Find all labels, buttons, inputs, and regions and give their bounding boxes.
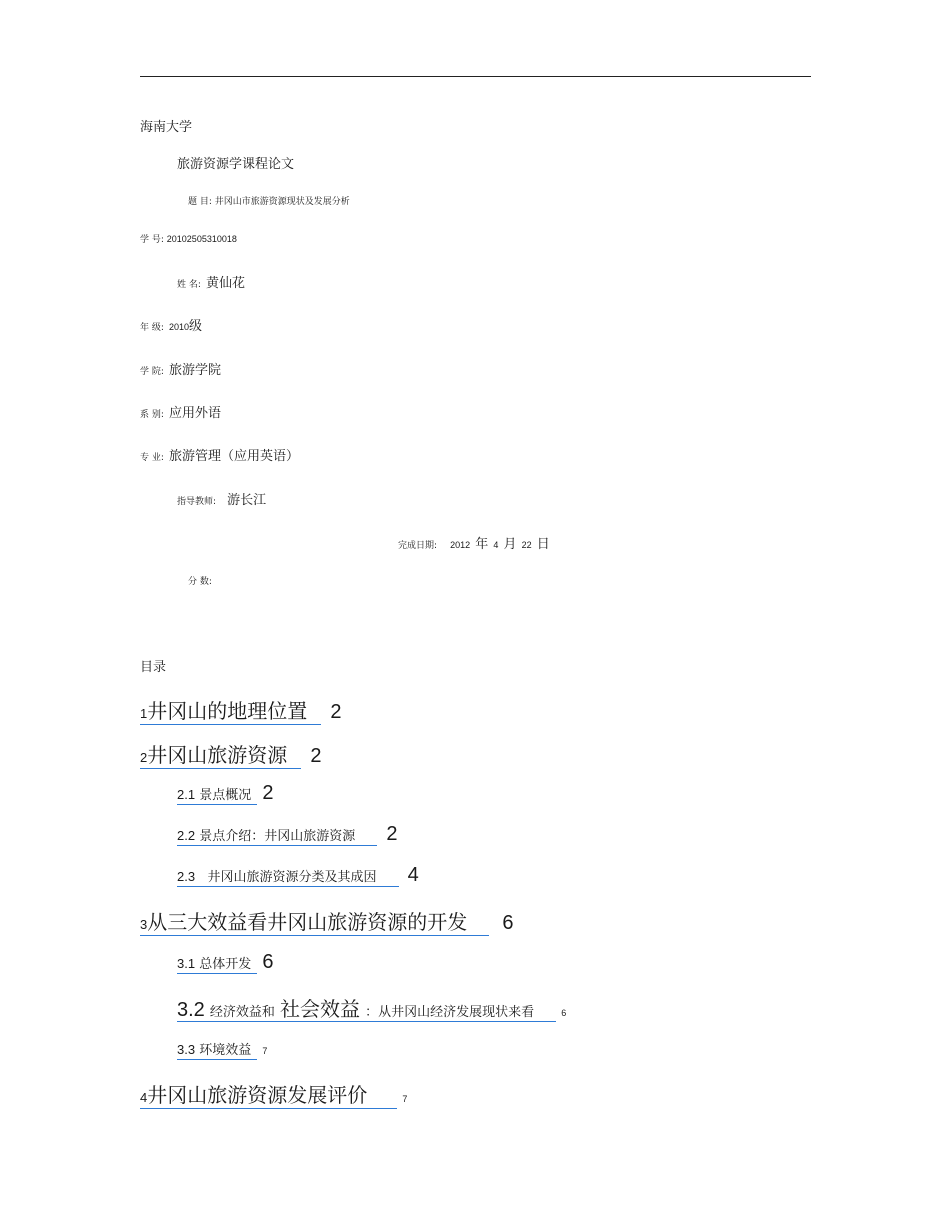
completion-day-unit: 日 — [536, 537, 550, 552]
completion-year-unit: 年 — [475, 537, 489, 552]
major-label: 专 业: — [140, 453, 164, 463]
toc-link-2[interactable]: 2井冈山旅游资源 — [140, 743, 301, 769]
toc-item-3[interactable] — [140, 906, 513, 935]
toc-item-2[interactable] — [140, 739, 321, 768]
student-id-line — [140, 232, 237, 245]
university-name: 海南大学 — [140, 120, 193, 135]
toc-page-4: 7 — [402, 1094, 408, 1104]
completion-month: 4 — [493, 540, 499, 550]
college-label: 学 院: — [140, 367, 164, 377]
toc-page-3-1: 6 — [262, 951, 274, 973]
college-value: 旅游学院 — [169, 363, 222, 378]
advisor-line — [177, 489, 266, 508]
toc-item-2-2[interactable] — [177, 823, 397, 846]
topic-label: 题 目: — [188, 197, 212, 207]
toc-item-2-1[interactable] — [177, 782, 273, 805]
toc-link-3-1[interactable]: 3.1 总体开发 — [177, 957, 257, 974]
topic-value: 井冈山市旅游资源现状及发展分析 — [214, 197, 350, 207]
advisor-label: 指导教师: — [177, 497, 217, 507]
completion-label: 完成日期: — [398, 541, 438, 551]
toc-item-1[interactable] — [140, 695, 341, 724]
completion-year: 2012 — [450, 540, 471, 550]
college-line — [140, 359, 221, 378]
toc-page-2: 2 — [310, 745, 322, 767]
toc-item-3-3[interactable] — [177, 1039, 267, 1058]
toc-page-3: 6 — [502, 912, 514, 934]
topic-line — [188, 194, 350, 207]
toc-item-3-1[interactable] — [177, 951, 273, 974]
toc-page-3-3: 7 — [262, 1046, 268, 1056]
toc-link-3[interactable]: 3从三大效益看井冈山旅游资源的开发 — [140, 910, 489, 936]
advisor-value: 游长江 — [227, 493, 267, 508]
toc-link-4[interactable]: 4井冈山旅游资源发展评价 — [140, 1083, 397, 1109]
grade-label: 年 级: — [140, 323, 164, 333]
toc-link-2-2[interactable]: 2.2 景点介绍：井冈山旅游资源 — [177, 829, 377, 846]
course-title: 旅游资源学课程论文 — [177, 157, 295, 172]
toc-heading: 目录 — [140, 660, 167, 675]
completion-month-unit: 月 — [503, 537, 517, 552]
header-rule — [140, 76, 811, 77]
name-label: 姓 名: — [177, 280, 201, 290]
name-line — [177, 272, 245, 291]
toc-item-3-2[interactable] — [177, 993, 566, 1022]
major-value: 旅游管理（应用英语） — [169, 449, 300, 464]
completion-day: 22 — [521, 540, 532, 550]
toc-page-2-2: 2 — [386, 823, 398, 845]
toc-page-2-3: 4 — [407, 864, 419, 886]
grade-suffix: 级 — [189, 319, 203, 334]
toc-link-3-3[interactable]: 3.3 环境效益 — [177, 1043, 257, 1060]
department-label: 系 别: — [140, 410, 164, 420]
department-line — [140, 402, 221, 421]
grade-line — [140, 315, 202, 334]
toc-link-3-2[interactable]: 3.2 经济效益和 社会效益 ：从井冈山经济发展现状来看 — [177, 1001, 556, 1022]
name-value: 黄仙花 — [206, 276, 246, 291]
toc-link-2-3[interactable]: 2.3 井冈山旅游资源分类及其成因 — [177, 870, 399, 887]
toc-page-3-2: 6 — [561, 1008, 567, 1018]
toc-item-2-3[interactable] — [177, 864, 419, 887]
toc-page-2-1: 2 — [262, 782, 274, 804]
completion-date-line — [398, 533, 550, 552]
toc-link-2-1[interactable]: 2.1 景点概况 — [177, 788, 257, 805]
score-label: 分 数: — [188, 577, 212, 587]
grade-value: 2010 — [169, 322, 190, 332]
student-id-label: 学 号: — [140, 235, 164, 245]
toc-link-1[interactable]: 1井冈山的地理位置 — [140, 699, 321, 725]
toc-page-1: 2 — [330, 701, 342, 723]
student-id-value: 20102505310018 — [166, 234, 237, 244]
major-line — [140, 445, 299, 464]
toc-item-4[interactable] — [140, 1079, 407, 1108]
department-value: 应用外语 — [169, 406, 222, 421]
